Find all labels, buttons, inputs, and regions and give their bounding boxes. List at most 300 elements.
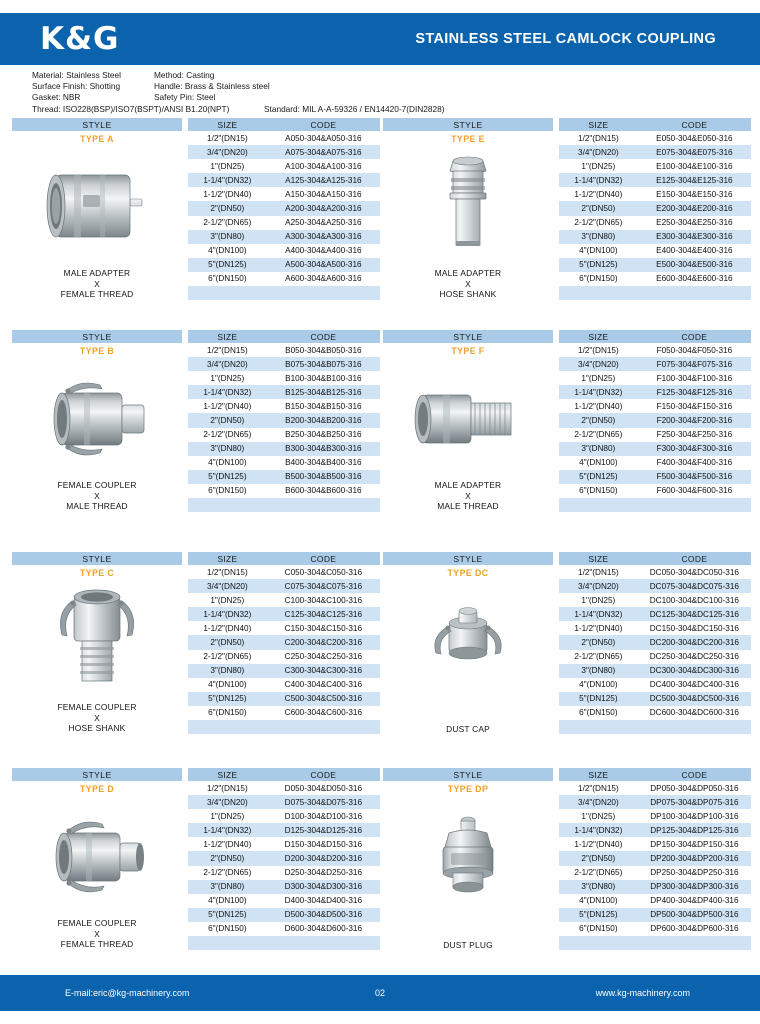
cell-code: DC500-304&DC500-316: [638, 692, 751, 706]
product-image-type-b: [12, 358, 182, 476]
caption-line-3: HOSE SHANK: [68, 723, 126, 734]
cell-size: 3"(DN80): [559, 664, 638, 678]
table-row: [559, 579, 751, 593]
caption-line-3: HOSE SHANK: [439, 289, 497, 300]
cell-code: B600-304&B600-316: [285, 486, 362, 496]
table-row: [188, 145, 380, 159]
cell-code: F200-304&F200-316: [638, 413, 751, 427]
spec-standard: Standard: MIL A-A-59326 / EN14420-7(DIN2828): [264, 103, 445, 114]
cell-size: [559, 498, 638, 512]
code-column-header: CODE: [267, 118, 380, 131]
cell-size: 1/2"(DN15): [578, 345, 619, 355]
style-column-header: STYLE: [383, 768, 553, 781]
style-column-header: STYLE: [12, 330, 182, 343]
cell-size: 4"(DN100): [208, 246, 247, 256]
size-column-header: SIZE: [188, 330, 267, 343]
size-code-table: [188, 768, 380, 950]
cell-code: C050-304&C050-316: [284, 567, 363, 577]
cell-code: C600-304&C600-316: [284, 708, 363, 718]
cell-code: DC150-304&DC150-316: [649, 623, 739, 633]
cell-size: 6"(DN150): [208, 924, 247, 934]
table-row: [559, 244, 751, 258]
table-row: [559, 357, 751, 371]
product-caption: [12, 480, 182, 512]
code-column-header: CODE: [638, 768, 751, 781]
cell-code: A500-304&A500-316: [267, 258, 380, 272]
product-section-0: [12, 118, 380, 300]
cell-code: [267, 498, 380, 512]
table-row: [559, 442, 751, 456]
cell-code: C100-304&C100-316: [284, 595, 363, 605]
cell-size: 6"(DN150): [208, 708, 247, 718]
caption-line-1: FEMALE COUPLER: [57, 702, 137, 712]
cell-code: F075-304&F075-316: [638, 357, 751, 371]
table-row: [559, 456, 751, 470]
style-column-header: STYLE: [12, 768, 182, 781]
cell-code: A600-304&A600-316: [285, 274, 362, 284]
product-type-label: TYPE A: [80, 133, 114, 144]
cell-code: D100-304&D100-316: [284, 811, 363, 821]
table-row: [559, 692, 751, 706]
cell-code: DP300-304&DP300-316: [638, 880, 751, 894]
caption-line-3: MALE THREAD: [66, 501, 128, 512]
cell-size: 1/2"(DN15): [578, 133, 619, 143]
footer-email[interactable]: E-mail:eric@kg-machinery.com: [65, 988, 190, 998]
table-row: [188, 880, 380, 894]
cell-size: 1-1/4"(DN32): [188, 385, 267, 399]
product-image-type-d: [12, 796, 182, 914]
cell-size: 4"(DN100): [208, 680, 247, 690]
cell-size: 2"(DN50): [188, 635, 267, 649]
size-code-table-pane: [559, 768, 751, 951]
page-title: STAINLESS STEEL CAMLOCK COUPLING: [415, 31, 716, 47]
caption-line-1: DUST PLUG: [443, 940, 493, 950]
cell-code: A400-304&A400-316: [285, 246, 362, 256]
caption-line-1: MALE ADAPTER: [434, 480, 502, 490]
cell-size: [559, 286, 638, 300]
table-row: [559, 145, 751, 159]
cell-code: [267, 720, 380, 734]
table-row: [559, 187, 751, 201]
cell-code: F125-304&F125-316: [638, 385, 751, 399]
cell-code: E125-304&E125-316: [638, 173, 751, 187]
table-header-row: [188, 768, 380, 781]
cell-size: 4"(DN100): [579, 458, 618, 468]
table-row: [559, 470, 751, 484]
table-row: [559, 837, 751, 851]
table-row: [188, 484, 380, 498]
table-row: [188, 621, 380, 635]
product-image-type-dp: [383, 796, 553, 914]
cell-size: 1-1/2"(DN40): [574, 839, 623, 849]
size-code-table: [559, 552, 751, 734]
spec-method: Method: Casting: [154, 70, 215, 80]
cell-size: 1-1/2"(DN40): [203, 401, 252, 411]
cell-size: [188, 936, 267, 950]
cell-code: B075-304&B075-316: [267, 357, 380, 371]
cell-code: DC100-304&DC100-316: [649, 595, 739, 605]
cell-size: 1/2"(DN15): [207, 783, 248, 793]
table-row: [188, 343, 380, 357]
cell-size: 2"(DN50): [559, 851, 638, 865]
product-image-type-c: [12, 580, 182, 698]
style-column-header: STYLE: [12, 118, 182, 131]
cell-size: 1-1/4"(DN32): [188, 823, 267, 837]
cell-size: 3"(DN80): [188, 230, 267, 244]
cell-code: E300-304&E300-316: [638, 230, 751, 244]
caption-line-2: X: [465, 490, 471, 501]
table-row: [559, 371, 751, 385]
product-type-label: TYPE DC: [447, 567, 489, 578]
table-row: [188, 795, 380, 809]
cell-size: 2"(DN50): [188, 851, 267, 865]
table-row: [188, 428, 380, 442]
product-section-5: [383, 552, 751, 735]
cell-size: 2"(DN50): [188, 413, 267, 427]
style-pane: [12, 768, 182, 950]
size-code-table-pane: [559, 330, 751, 512]
cell-size: 1-1/2"(DN40): [574, 623, 623, 633]
cell-code: DP050-304&DP050-316: [650, 783, 739, 793]
table-row: [188, 258, 380, 272]
spec-row-thread: [32, 104, 732, 115]
cell-size: 3"(DN80): [559, 442, 638, 456]
table-row: [559, 428, 751, 442]
product-type-label: TYPE C: [79, 567, 115, 578]
cell-size: 1-1/4"(DN32): [559, 173, 638, 187]
cell-code: D075-304&D075-316: [267, 795, 380, 809]
cell-size: 1/2"(DN15): [207, 345, 248, 355]
table-row: [559, 664, 751, 678]
cell-code: F600-304&F600-316: [656, 486, 733, 496]
size-code-table-pane: [559, 552, 751, 735]
cell-code: D200-304&D200-316: [267, 851, 380, 865]
table-row: [188, 399, 380, 413]
table-row: [188, 385, 380, 399]
cell-code: F500-304&F500-316: [638, 470, 751, 484]
table-row: [559, 201, 751, 215]
product-image-type-a: [12, 146, 182, 264]
product-image-type-f: [383, 358, 553, 476]
cell-size: 2-1/2"(DN65): [574, 868, 623, 878]
cell-size: 5"(DN125): [188, 258, 267, 272]
cell-size: 6"(DN150): [208, 486, 247, 496]
cell-code: [267, 286, 380, 300]
cell-size: 4"(DN100): [579, 246, 618, 256]
cell-size: 1"(DN25): [581, 811, 616, 821]
size-code-table-pane: [188, 330, 380, 512]
cell-code: DC050-304&DC050-316: [649, 567, 739, 577]
style-pane: [383, 768, 553, 951]
cell-code: E250-304&E250-316: [656, 218, 733, 228]
cell-code: A125-304&A125-316: [267, 173, 380, 187]
caption-line-1: FEMALE COUPLER: [57, 480, 137, 490]
cell-size: 1-1/4"(DN32): [188, 607, 267, 621]
cell-code: D050-304&D050-316: [284, 783, 363, 793]
style-pane: [12, 118, 182, 300]
table-header-row: [559, 330, 751, 343]
cell-size: 3"(DN80): [559, 880, 638, 894]
cell-code: DP500-304&DP500-316: [638, 908, 751, 922]
cell-size: 6"(DN150): [579, 924, 618, 934]
table-row: [559, 272, 751, 286]
code-column-header: CODE: [267, 330, 380, 343]
cell-size: 1-1/4"(DN32): [559, 607, 638, 621]
table-row: [559, 343, 751, 357]
table-header-row: [559, 118, 751, 131]
cell-code: D400-304&D400-316: [284, 896, 363, 906]
caption-line-3: FEMALE THREAD: [60, 939, 134, 950]
cell-size: 5"(DN125): [559, 258, 638, 272]
cell-size: 1"(DN25): [210, 373, 245, 383]
table-row: [188, 593, 380, 607]
cell-size: 6"(DN150): [579, 486, 618, 496]
cell-size: 5"(DN125): [188, 692, 267, 706]
cell-size: 1-1/2"(DN40): [203, 189, 252, 199]
table-row: [188, 216, 380, 230]
table-row: [188, 442, 380, 456]
size-code-table: [188, 552, 380, 734]
cell-size: [188, 286, 267, 300]
table-row: [559, 880, 751, 894]
cell-size: 2-1/2"(DN65): [203, 218, 252, 228]
table-row: [188, 413, 380, 427]
style-column-header: STYLE: [383, 552, 553, 565]
table-header-row: [188, 118, 380, 131]
cell-size: 6"(DN150): [208, 274, 247, 284]
table-row: [559, 851, 751, 865]
table-row: [559, 866, 751, 880]
table-row: [188, 823, 380, 837]
product-caption: [383, 480, 553, 512]
product-section-7: [383, 768, 751, 951]
cell-code: DP100-304&DP100-316: [650, 811, 739, 821]
cell-code: C125-304&C125-316: [267, 607, 380, 621]
cell-code: D150-304&D150-316: [284, 839, 363, 849]
cell-code: F250-304&F250-316: [656, 430, 733, 440]
cell-size: 2"(DN50): [559, 635, 638, 649]
table-row: [559, 922, 751, 936]
caption-line-1: DUST CAP: [446, 724, 490, 734]
caption-line-2: X: [94, 928, 100, 939]
cell-size: 4"(DN100): [579, 896, 618, 906]
cell-code: F400-304&F400-316: [656, 458, 733, 468]
size-column-header: SIZE: [188, 118, 267, 131]
cell-code: C300-304&C300-316: [267, 664, 380, 678]
cell-code: DC200-304&DC200-316: [638, 635, 751, 649]
caption-line-2: X: [94, 490, 100, 501]
size-code-table-pane: [188, 768, 380, 950]
cell-size: 1/2"(DN15): [207, 133, 248, 143]
code-column-header: CODE: [638, 330, 751, 343]
cell-code: C400-304&C400-316: [284, 680, 363, 690]
product-image-type-dc: [383, 580, 553, 698]
cell-code: A200-304&A200-316: [267, 201, 380, 215]
table-row: [188, 678, 380, 692]
product-type-label: TYPE E: [451, 133, 485, 144]
cell-size: [559, 936, 638, 950]
cell-code: A100-304&A100-316: [285, 161, 362, 171]
cell-code: F050-304&F050-316: [656, 345, 733, 355]
specifications-block: [32, 70, 732, 115]
cell-code: DP200-304&DP200-316: [638, 851, 751, 865]
cell-size: 5"(DN125): [188, 470, 267, 484]
cell-size: 3/4"(DN20): [559, 579, 638, 593]
product-type-label: TYPE D: [79, 783, 115, 794]
cell-size: 2-1/2"(DN65): [203, 430, 252, 440]
size-code-table: [188, 330, 380, 512]
cell-size: 3/4"(DN20): [188, 145, 267, 159]
cell-code: A300-304&A300-316: [267, 230, 380, 244]
table-row: [559, 399, 751, 413]
cell-size: 3"(DN80): [559, 230, 638, 244]
footer-website[interactable]: www.kg-machinery.com: [595, 988, 690, 998]
cell-size: 1"(DN25): [210, 161, 245, 171]
table-row: [188, 371, 380, 385]
table-row: [188, 894, 380, 908]
table-row-filler: [188, 498, 380, 512]
cell-size: 4"(DN100): [208, 896, 247, 906]
cell-size: 1-1/2"(DN40): [574, 401, 623, 411]
table-row: [559, 621, 751, 635]
table-row: [559, 173, 751, 187]
cell-code: C075-304&C075-316: [267, 579, 380, 593]
table-row: [188, 244, 380, 258]
style-column-header: STYLE: [383, 118, 553, 131]
size-code-table-pane: [559, 118, 751, 300]
table-row-filler: [559, 720, 751, 734]
cell-size: 1-1/2"(DN40): [574, 189, 623, 199]
cell-size: [559, 720, 638, 734]
cell-size: 1"(DN25): [581, 161, 616, 171]
cell-code: DP150-304&DP150-316: [650, 839, 739, 849]
cell-code: DC600-304&DC600-316: [649, 708, 739, 718]
company-logo: K&G: [40, 21, 120, 57]
cell-size: 3"(DN80): [188, 664, 267, 678]
caption-line-1: MALE ADAPTER: [434, 268, 502, 278]
spec-row-gasket: [32, 92, 732, 103]
table-row: [188, 692, 380, 706]
cell-code: B050-304&B050-316: [285, 345, 362, 355]
cell-size: 1"(DN25): [581, 373, 616, 383]
table-header-row: [188, 330, 380, 343]
cell-code: B500-304&B500-316: [267, 470, 380, 484]
table-row-filler: [559, 286, 751, 300]
cell-code: A050-304&A050-316: [285, 133, 362, 143]
table-row: [188, 201, 380, 215]
cell-code: E150-304&E150-316: [656, 189, 733, 199]
table-row: [188, 635, 380, 649]
product-caption: [12, 268, 182, 300]
size-column-header: SIZE: [188, 552, 267, 565]
table-row: [559, 706, 751, 720]
product-type-label: TYPE B: [79, 345, 115, 356]
cell-code: F100-304&F100-316: [656, 373, 733, 383]
style-pane: [12, 330, 182, 512]
size-code-table-pane: [188, 552, 380, 734]
cell-code: [638, 720, 751, 734]
cell-size: 1"(DN25): [210, 595, 245, 605]
cell-code: B200-304&B200-316: [267, 413, 380, 427]
size-column-header: SIZE: [559, 330, 638, 343]
table-row: [188, 230, 380, 244]
caption-line-3: FEMALE THREAD: [60, 289, 134, 300]
cell-size: 2-1/2"(DN65): [574, 218, 623, 228]
product-caption: [383, 940, 553, 951]
table-row: [188, 809, 380, 823]
table-row: [188, 579, 380, 593]
caption-line-2: X: [465, 278, 471, 289]
table-row: [559, 678, 751, 692]
cell-code: B400-304&B400-316: [285, 458, 362, 468]
table-row: [559, 650, 751, 664]
footer-page-number: 02: [374, 988, 386, 998]
cell-code: E500-304&E500-316: [638, 258, 751, 272]
cell-code: E050-304&E050-316: [656, 133, 733, 143]
cell-size: 5"(DN125): [559, 908, 638, 922]
cell-code: A150-304&A150-316: [285, 189, 362, 199]
table-row: [188, 456, 380, 470]
cell-size: 5"(DN125): [188, 908, 267, 922]
table-row: [559, 894, 751, 908]
cell-code: DC250-304&DC250-316: [649, 652, 739, 662]
table-row: [559, 823, 751, 837]
size-code-table: [559, 768, 751, 950]
code-column-header: CODE: [638, 118, 751, 131]
caption-line-2: X: [94, 278, 100, 289]
cell-code: F300-304&F300-316: [638, 442, 751, 456]
cell-size: 6"(DN150): [579, 274, 618, 284]
spec-surface-finish: Surface Finish: Shotting: [32, 81, 121, 92]
table-row: [559, 795, 751, 809]
cell-size: 2-1/2"(DN65): [574, 430, 623, 440]
size-code-table: [559, 330, 751, 512]
caption-line-1: MALE ADAPTER: [63, 268, 131, 278]
caption-line-2: X: [94, 712, 100, 723]
cell-code: C150-304&C150-316: [284, 623, 363, 633]
table-row: [559, 131, 751, 145]
table-row: [559, 635, 751, 649]
cell-size: 1/2"(DN15): [578, 783, 619, 793]
product-type-label: TYPE DP: [447, 783, 489, 794]
cell-code: E100-304&E100-316: [656, 161, 733, 171]
cell-code: [267, 936, 380, 950]
table-row: [188, 706, 380, 720]
cell-code: F150-304&F150-316: [656, 401, 733, 411]
cell-size: 1"(DN25): [210, 811, 245, 821]
cell-code: DP125-304&DP125-316: [638, 823, 751, 837]
cell-size: 1"(DN25): [581, 595, 616, 605]
spec-row-material: [32, 70, 732, 81]
cell-code: DC300-304&DC300-316: [638, 664, 751, 678]
product-caption: [383, 268, 553, 300]
table-row: [188, 837, 380, 851]
table-row-filler: [188, 286, 380, 300]
table-row-filler: [188, 936, 380, 950]
cell-size: 6"(DN150): [579, 708, 618, 718]
cell-code: DC075-304&DC075-316: [638, 579, 751, 593]
cell-code: C500-304&C500-316: [267, 692, 380, 706]
cell-code: DP400-304&DP400-316: [650, 896, 739, 906]
product-section-1: [383, 118, 751, 300]
table-row-filler: [188, 720, 380, 734]
cell-size: 4"(DN100): [579, 680, 618, 690]
style-column-header: STYLE: [383, 330, 553, 343]
cell-size: 3/4"(DN20): [188, 795, 267, 809]
table-row: [188, 650, 380, 664]
cell-size: 1-1/2"(DN40): [203, 839, 252, 849]
table-row: [559, 230, 751, 244]
